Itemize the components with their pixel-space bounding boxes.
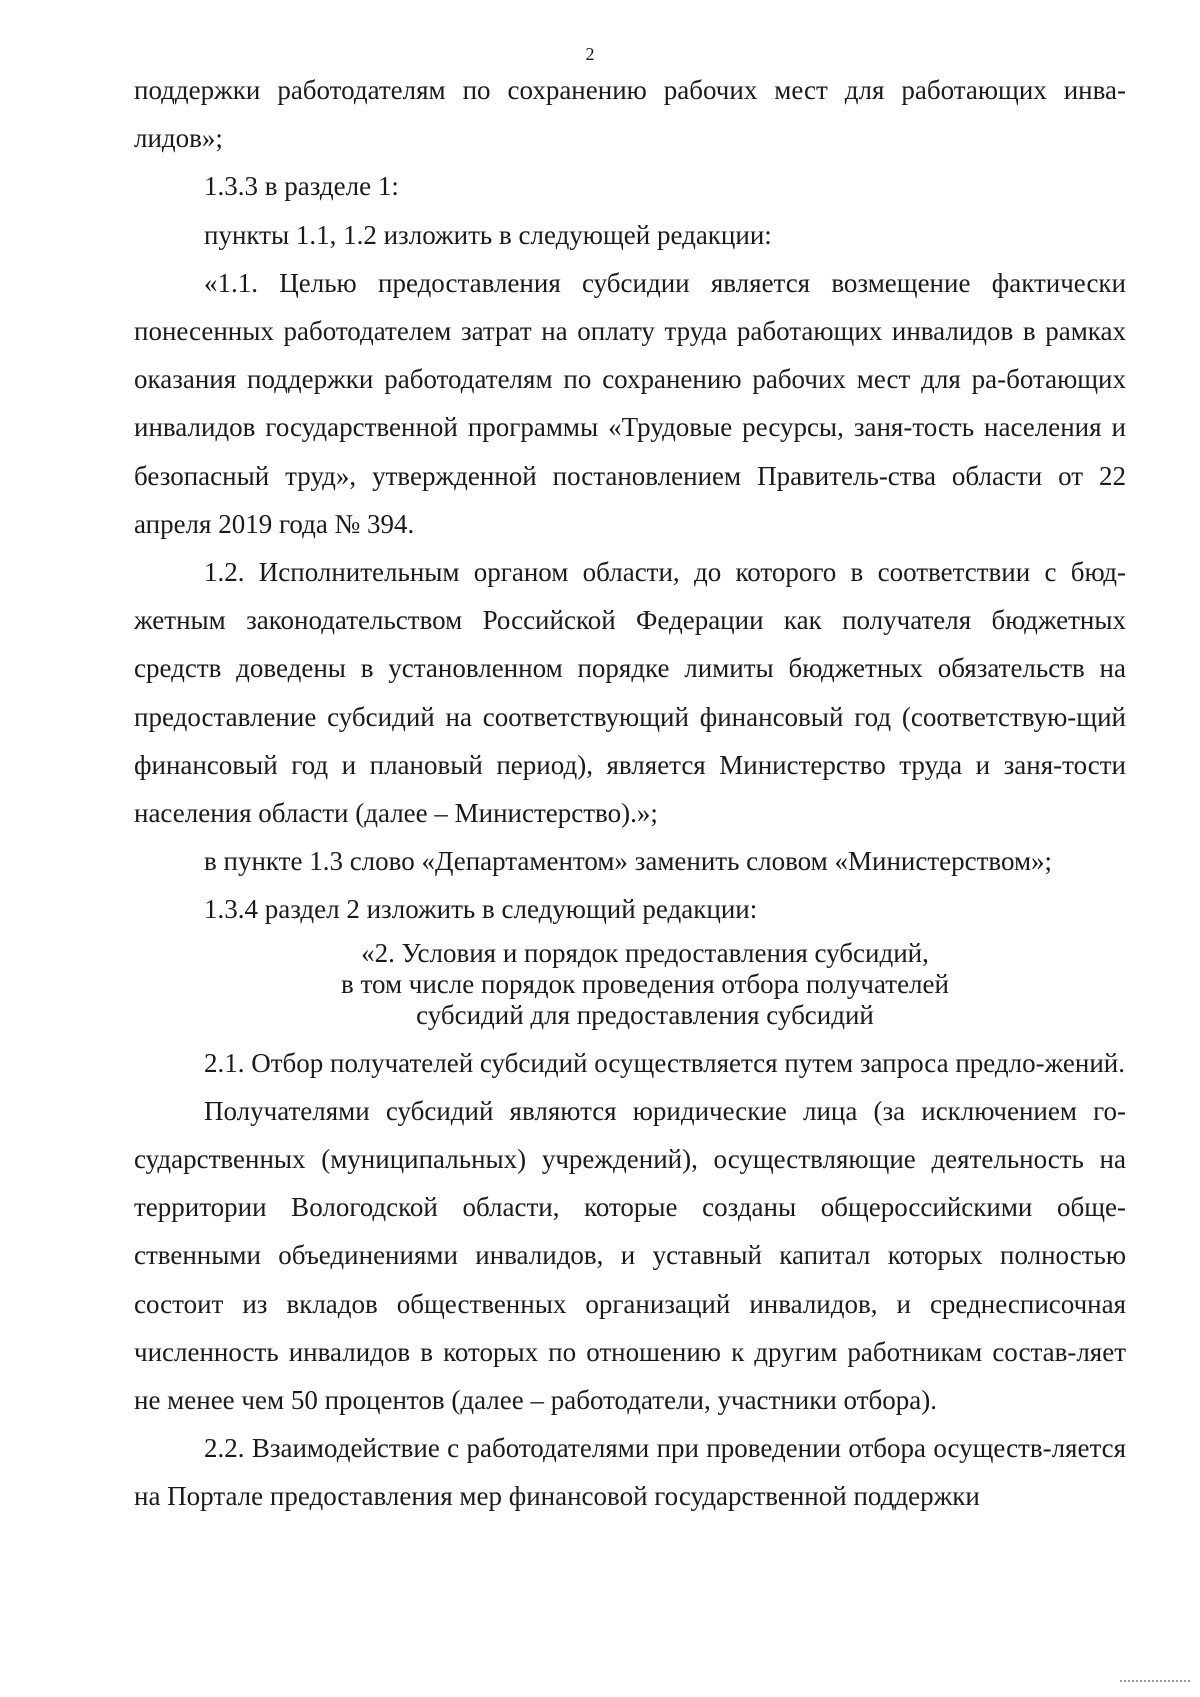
paragraph-1-3-replacement: в пункте 1.3 слово «Департаментом» заменить словом «Министерством»; [204, 846, 1053, 877]
scan-artifact [1120, 1680, 1190, 1685]
paragraph-1-2: 1.2. Исполнительным органом области, до которого в соответствии с бюд-жетным законодательством Российской Федерации как получателя бюджетных средств доведены в установленном порядке лимиты бюджетных обязательств на предоставление субсидий на соответствующий финансовый год (соответствую-щий финансовый год и плановый период), является Министерство труда и заня-тости населения области (далее – Министерство).»; [134, 557, 1126, 829]
paragraph-2-1: 2.1. Отбор получателей субсидий осуществляется путем запроса предло-жений. [204, 1047, 1126, 1078]
paragraph-points-1-1-1-2: пункты 1.1, 1.2 изложить в следующей редакции: [204, 219, 772, 250]
section-heading-line-3: субсидий для предоставления субсидий [416, 999, 874, 1030]
paragraph-2-2: 2.2. Взаимодействие с работодателями при проведении отбора осуществ-ляется на Портале предоставления мер финансовой государственной поддержки [134, 1433, 1126, 1512]
paragraph-1-1: «1.1. Целью предоставления субсидии является возмещение фактически понесенных работодателем затрат на оплату труда работающих инвалидов в рамках оказания поддержки работодателям по сохранению рабочих мест для ра-ботающих инвалидов государственной программы «Трудовые ресурсы, заня-тость населения и безопасный труд», утвержденной постановлением Правитель-ства области от 22 апреля 2019 года № 394. [134, 267, 1126, 539]
paragraph-recipients: Получателями субсидий являются юридические лица (за исключением го-сударственных (муниципальных) учреждений), осуществляющие деятельность на территории Вологодской области, которые созданы общероссийскими обще-ственными объединениями инвалидов, и уставный капитал которых полностью состоит из вкладов общественных организаций инвалидов, и среднесписочная численность инвалидов в которых по отношению к другим работникам состав-ляет не менее чем 50 процентов (далее – работодатели, участники отбора). [134, 1095, 1126, 1416]
paragraph-1-3-4: 1.3.4 раздел 2 изложить в следующий редакции: [204, 894, 758, 925]
section-heading-line-1: «2. Условия и порядок предоставления субсидий, [361, 937, 929, 968]
section-heading [134, 938, 1126, 1031]
document-body [134, 66, 1126, 1521]
paragraph-continuation: поддержки работодателям по сохранению рабочих мест для работающих инва-лидов»; [134, 75, 1126, 154]
page-number: 2 [585, 44, 595, 64]
paragraph-1-3-3: 1.3.3 в разделе 1: [204, 171, 399, 202]
section-heading-line-2: в том числе порядок проведения отбора получателей [341, 968, 949, 999]
